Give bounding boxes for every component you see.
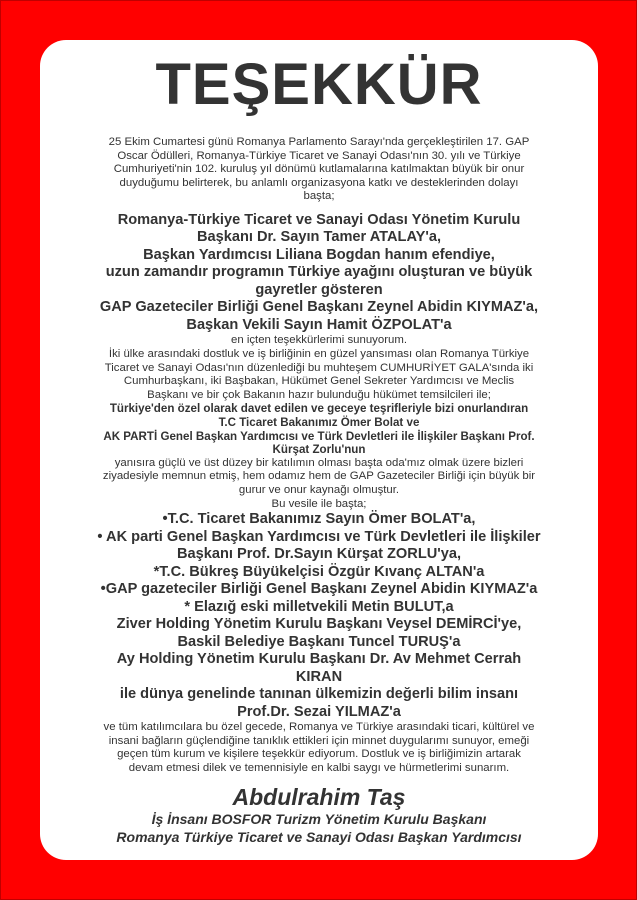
honoree-line: Ay Holding Yönetim Kurulu Başkanı Dr. Av Mehmet Cerrah: [116, 651, 522, 668]
honoree-line: Başkanı Prof. Dr.Sayın Kürşat ZORLU'ya,: [176, 546, 462, 563]
gala-line: Cumhurbaşkanı, iki Başbakan, Hükümet Genel Sekreter Yardımcısı ve Meclis: [123, 375, 515, 388]
pride-line: ziyadesiyle memnun etmiş, hem odamız hem de GAP Gazeteciler Birliği için büyük bir: [102, 470, 536, 483]
closing-line: insani bağların güçlendiğine tanıklık ettikleri için minnet duygularımı sunuyor, emeği: [108, 734, 530, 747]
honoree-line: •T.C. Ticaret Bakanımız Sayın Ömer BOLAT'a,: [162, 511, 476, 528]
gala-line: Başkanı ve bir çok Bakanın hazır bulunduğu hükümet temsilcileri ile;: [147, 388, 491, 401]
honoree-line: •GAP gazeteciler Birliği Genel Başkanı Zeynel Abidin KIYMAZ'a: [100, 581, 538, 598]
guests-line: T.C Ticaret Bakanımız Ömer Bolat ve: [218, 416, 420, 430]
signature-title: İş İnsanı BOSFOR Turizm Yönetim Kurulu Başkanı: [151, 810, 487, 827]
closing-line: devam etmesi dilek ve temennisiyle en kalbi saygı ve hürmetlerimi sunarım.: [128, 761, 510, 774]
thanks-line: GAP Gazeteciler Birliği Genel Başkanı Zeynel Abidin KIYMAZ'a,: [99, 299, 539, 316]
intro-line: Cumhuriyeti'nin 102. kuruluş yıl dönümü kutlamalarına katılmaktan büyük bir onur: [113, 163, 525, 176]
guests-line: AK PARTİ Genel Başkan Yardımcısı ve Türk Devletleri ile İlişkiler Başkanı Prof.: [103, 429, 535, 443]
thanks-closing: en içten teşekkürlerimi sunuyorum.: [231, 334, 407, 347]
honoree-line: • AK parti Genel Başkan Yardımcısı ve Türk Devletleri ile İlişkiler: [97, 528, 541, 545]
honorees-list: [46, 511, 592, 721]
announcement-panel: [40, 40, 598, 860]
thanks-block: [46, 212, 592, 335]
gala-line: Ticaret ve Sanayi Odası'nın düzenlediği bu muhteşem CUMHURİYET GALA'sında iki: [104, 361, 534, 374]
honoree-line: Baskil Belediye Başkanı Tuncel TURUŞ'a: [177, 633, 461, 650]
honoree-line: * Elazığ eski milletvekili Metin BULUT,a: [184, 598, 454, 615]
intro-line: Oscar Ödülleri, Romanya-Türkiye Ticaret ve Sanayi Odası'nın 30. yılı ve Türkiye: [117, 149, 521, 162]
honoree-line: ile dünya genelinde tanınan ülkemizin değerli bilim insanı: [119, 686, 519, 703]
thanks-line: Başkan Vekili Sayın Hamit ÖZPOLAT'a: [186, 316, 452, 333]
intro-paragraph: [56, 136, 582, 204]
honoree-line: KIRAN: [295, 668, 343, 685]
signature-title: Romanya Türkiye Ticaret ve Sanayi Odası Başkan Yardımcısı: [116, 828, 522, 845]
thanks-line: Başkan Yardımcısı Liliana Bogdan hanım efendiye,: [143, 246, 495, 263]
thanks-line: Romanya-Türkiye Ticaret ve Sanayi Odası Yönetim Kurulu: [117, 211, 521, 228]
gala-paragraph: [46, 348, 592, 402]
honoree-line: Prof.Dr. Sezai YILMAZ'a: [237, 703, 401, 720]
thanks-line: gayretler gösteren: [255, 281, 383, 298]
pride-line: gurur ve onur kaynağı olmuştur.: [238, 484, 400, 496]
honoree-line: Ziver Holding Yönetim Kurulu Başkanı Veysel DEMİRCİ'ye,: [116, 616, 522, 633]
pride-line: Bu vesile ile başta;: [271, 497, 367, 510]
guests-line: Kürşat Zorlu'nun: [272, 443, 366, 457]
intro-line: başta;: [303, 190, 335, 203]
page-title: TEŞEKKÜR: [155, 52, 483, 117]
closing-line: geçen tüm kurum ve kişilere teşekkür ediyorum. Dostluk ve iş birliğimizin artarak: [117, 748, 521, 761]
thanks-line: uzun zamandır programın Türkiye ayağını oluşturan ve büyük: [105, 264, 533, 281]
thanks-line: Başkanı Dr. Sayın Tamer ATALAY'a,: [196, 229, 442, 246]
pride-line: yanısıra güçlü ve üst düzey bir katılımın olması başta oda'mız olmak üzere bizleri: [114, 456, 524, 469]
pride-paragraph: [46, 457, 592, 511]
closing-line: ve tüm katılımcılara bu özel gecede, Romanya ve Türkiye arasındaki ticari, kültürel ve: [103, 721, 535, 734]
gala-line: İki ülke arasındaki dostluk ve iş birliğinin en güzel yansıması olan Romanya Türkiye: [108, 348, 530, 361]
intro-line: 25 Ekim Cumartesi günü Romanya Parlamento Sarayı'nda gerçekleştirilen 17. GAP: [108, 136, 530, 148]
guests-line: Türkiye'den özel olarak davet edilen ve geceye teşrifleriyle bizi onurlandıran: [109, 402, 529, 416]
honoree-line: *T.C. Bükreş Büyükelçisi Özgür Kıvanç ALTAN'a: [153, 563, 485, 580]
guests-paragraph: [46, 402, 592, 456]
intro-line: duyduğumu belirterek, bu anlamlı organizasyona katkı ve desteklerinden dolayı: [119, 176, 519, 189]
closing-paragraph: [46, 721, 592, 775]
signature-name: Abdulrahim Taş: [232, 783, 406, 810]
